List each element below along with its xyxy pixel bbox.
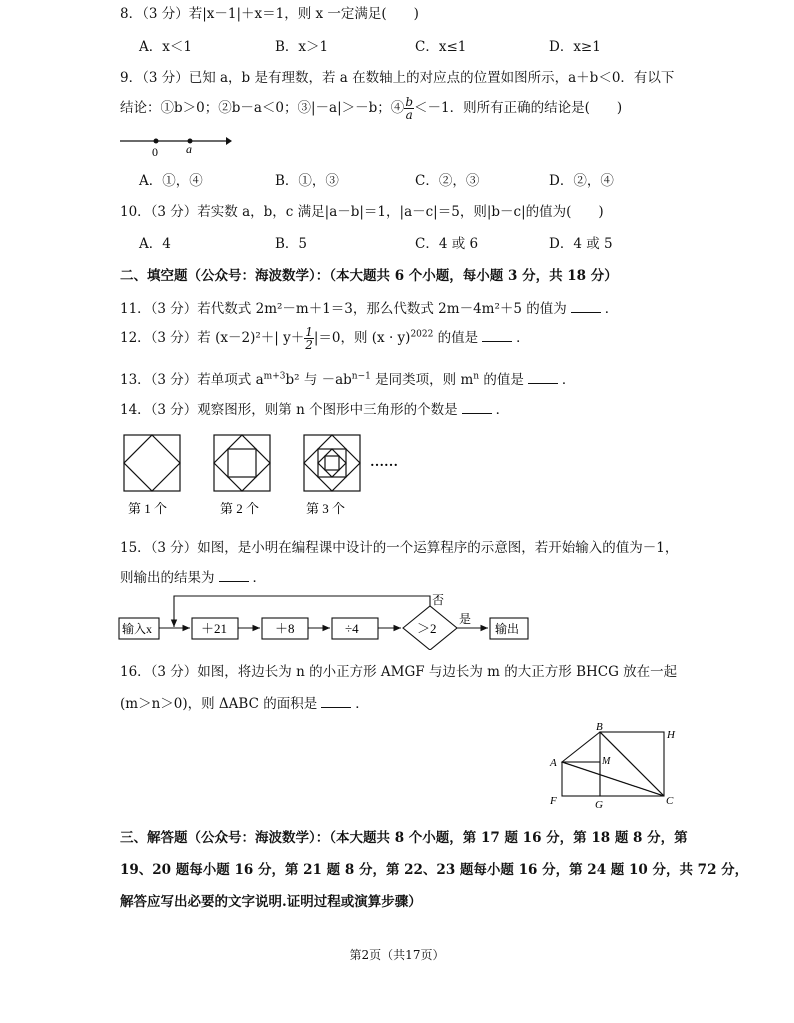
q14-figures: [118, 430, 418, 520]
q9-option-b: B．①，③: [275, 173, 339, 189]
q16-point-g: G: [595, 799, 603, 811]
q9-zero-label: 0: [152, 145, 158, 158]
q13-end: ．: [561, 372, 576, 388]
q12-stem-b: |＝0，则 (x · y): [313, 330, 411, 346]
q12-end: ．: [516, 330, 530, 346]
q15-stem2: 则输出的结果为: [120, 570, 215, 586]
q16-line2: [120, 692, 369, 712]
q12-exponent: 2022: [410, 329, 434, 340]
q12-stem-c: 的值是: [433, 330, 479, 346]
section3-line1: 三、解答题（公众号：海波数学）：（本大题共 8 个小题，第 17 题 16 分，第 18 题 8 分，第: [120, 830, 688, 846]
q15-end: ．: [252, 570, 266, 586]
q10-option-b: B．5: [275, 236, 308, 252]
q8-option-a: A．x＜1: [139, 39, 192, 55]
q14-ellipsis: ……: [370, 455, 398, 470]
q15-flowchart: [118, 590, 538, 650]
q9-conclusions-end: ＜－1．则所有正确的结论是( ): [414, 100, 623, 116]
section3-line3: 解答应写出必要的文字说明.证明过程或演算步骤）: [120, 894, 422, 910]
q13-stem-d: 的值是: [479, 372, 524, 388]
q9-option-a: A．①，④: [139, 173, 203, 189]
q16-point-m: M: [602, 756, 611, 767]
q15-answer-blank: [219, 569, 249, 582]
q10-option-c: C．4 或 6: [415, 236, 479, 252]
q16-end: ．: [355, 696, 369, 712]
q9-a-label: a: [186, 142, 192, 156]
page-footer: 第2页（共17页）: [349, 948, 445, 962]
q9-fraction: [404, 96, 414, 121]
q16-point-f: F: [550, 795, 557, 807]
q13-exp1: m+3: [263, 371, 286, 382]
q12-line: [120, 326, 530, 351]
q16-figure: [540, 718, 690, 813]
q9-conclusions: 结论：①b＞0；②b－a＜0；③|－a|＞－b；④: [120, 100, 405, 116]
q12-fraction: [304, 326, 314, 351]
flow-no-label: 否: [432, 593, 445, 607]
q14-label-2: 第 2 个: [220, 501, 260, 516]
q9-option-c: C．②，③: [415, 173, 480, 189]
q9-stem-line2: [120, 96, 622, 121]
q10-option-a: A．4: [139, 236, 171, 252]
flow-op2-label: ＋8: [275, 621, 295, 636]
q13-stem-c: 是同类项，则 m: [370, 372, 474, 388]
q13-stem-b: b² 与 －ab: [285, 372, 352, 388]
flow-yes-label: 是: [459, 612, 472, 626]
q16-point-b: B: [596, 721, 603, 733]
q11-stem: 11．（3 分）若代数式 2m²－m＋1＝3，那么代数式 2m－4m²＋5 的值为: [120, 301, 567, 317]
q11-answer-blank: [571, 300, 601, 313]
q12-frac-top: 1: [305, 325, 313, 339]
q16-stem: 16．（3 分）如图，将边长为 n 的小正方形 AMGF 与边长为 m 的大正方形 BHCG 放在一起: [120, 664, 678, 680]
q9-number-line: [118, 132, 233, 158]
section2-heading: 二、填空题（公众号：海波数学）：（本大题共 6 个小题，每小题 3 分，共 18 分）: [120, 268, 618, 284]
q16-answer-blank: [321, 695, 351, 708]
q9-option-d: D．②，④: [549, 173, 614, 189]
flow-op3-label: ÷4: [345, 621, 359, 636]
q15-line2: [120, 566, 266, 586]
q11-line: [120, 297, 618, 317]
q8-stem: 8．（3 分）若|x－1|＋x＝1，则 x 一定满足( ): [120, 6, 419, 22]
q10-stem: 10．（3 分）若实数 a，b，c 满足|a－b|＝1，|a－c|＝5，则|b－c|的值为( ): [120, 204, 604, 220]
q14-label-1: 第 1 个: [128, 501, 168, 516]
q14-figure-2: [214, 435, 270, 491]
q9-stem: 9．（3 分）已知 a，b 是有理数，若 a 在数轴上的对应点的位置如图所示，a＋b＜0．有以下: [120, 70, 675, 86]
q14-end: ．: [495, 402, 510, 418]
section3-line2: 19、20 题每小题 16 分，第 21 题 8 分，第 22、23 题每小题 16 分，第 24 题 10 分，共 72 分，: [120, 862, 749, 878]
q16-stem2: (m＞n＞0)，则 ΔABC 的面积是: [120, 696, 318, 712]
q16-point-c: C: [666, 795, 674, 807]
q9-frac-top: b: [405, 95, 413, 109]
flow-condition-label: ＞2: [417, 621, 437, 636]
flow-op1-label: ＋21: [201, 621, 228, 636]
q11-end: ．: [604, 301, 619, 317]
q16-point-h: H: [667, 729, 675, 741]
q16-point-a: A: [550, 757, 557, 769]
q12-stem-a: 12．（3 分）若 (x－2)²＋| y＋: [120, 330, 305, 346]
q15-stem: 15．（3 分）如图，是小明在编程课中设计的一个运算程序的示意图，若开始输入的值为－1，: [120, 540, 679, 556]
q14-line: [120, 398, 509, 418]
q13-stem-a: 13．（3 分）若单项式 a: [120, 372, 264, 388]
q14-figure-3: [304, 435, 360, 491]
q8-option-d: D．x≥1: [549, 39, 601, 55]
flow-output-label: 输出: [495, 622, 520, 636]
q10-option-d: D．4 或 5: [549, 236, 613, 252]
q12-frac-bottom: 2: [305, 338, 313, 352]
q8-option-c: C．x≤1: [415, 39, 467, 55]
q13-exp3: n: [473, 371, 480, 382]
flow-input-label: 输入x: [122, 622, 153, 636]
q12-answer-blank: [482, 329, 512, 342]
q14-answer-blank: [462, 401, 492, 414]
q9-frac-bottom: a: [405, 108, 413, 122]
q9-zero-point: [154, 139, 159, 144]
q13-line: [120, 368, 575, 388]
q14-stem: 14．（3 分）观察图形，则第 n 个图形中三角形的个数是: [120, 402, 458, 418]
q13-exp2: n−1: [351, 371, 371, 382]
q8-option-b: B．x＞1: [275, 39, 329, 55]
q14-figure-1: [124, 435, 180, 491]
q13-answer-blank: [528, 371, 558, 384]
q14-label-3: 第 3 个: [306, 501, 346, 516]
